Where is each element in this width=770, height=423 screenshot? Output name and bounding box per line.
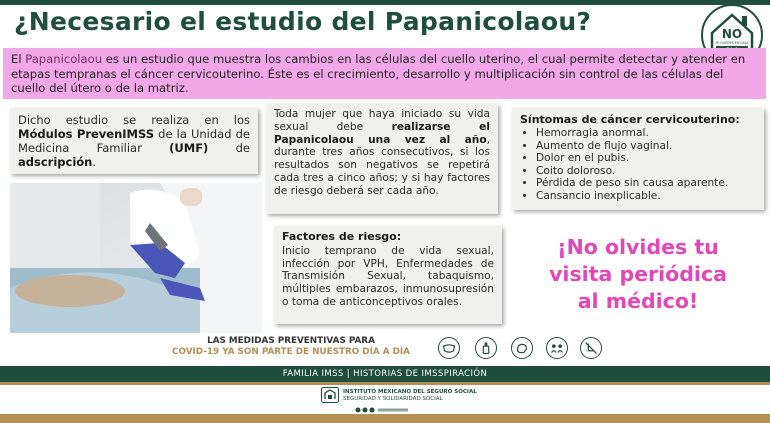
symptom-item: • Aumento de flujo vaginal. bbox=[536, 140, 756, 153]
risk-text: Inicio temprano de vida sexual, infección por VPH, Enfermedades de Transmisión Sexual, tabaquismo, múltiples embarazos, inmunosupresión o toma de anticonceptivos orales. bbox=[282, 244, 494, 308]
footer-band: FAMILIA IMSS | HISTORIAS DE IMSSPIRACIÓN bbox=[0, 366, 770, 382]
hand-wash-icon bbox=[511, 337, 533, 359]
symptoms-card bbox=[512, 108, 764, 210]
social-icons bbox=[355, 407, 415, 413]
imss-logo bbox=[321, 387, 339, 403]
symptoms-title: Síntomas de cáncer cervicouterino: bbox=[520, 113, 740, 126]
face-mask-icon bbox=[438, 337, 460, 359]
intro-term: Papanicolaou bbox=[25, 52, 103, 66]
risk-factors-card bbox=[274, 226, 502, 324]
gold-divider bbox=[0, 382, 770, 385]
svg-text:TE QUEDES EN CASA: TE QUEDES EN CASA bbox=[715, 41, 749, 45]
svg-text:NO: NO bbox=[721, 27, 743, 41]
symptom-item: • Pérdida de peso sin causa aparente. bbox=[536, 177, 756, 190]
no-touch-icon bbox=[580, 337, 602, 359]
intro-band: El Papanicolaou es un estudio que muestra los cambios en las células del cuello uterino, el cual permite detectar y atender en etapas tempranas el cáncer cervicouterino. Éste es el crecimiento, desarrollo y multiplicación sin control de las células del cuello del útero o de la matriz. bbox=[3, 48, 766, 99]
symptoms-list bbox=[520, 127, 756, 203]
symptom-item: • Dolor en el pubis. bbox=[536, 152, 756, 165]
covid-measures-text: LAS MEDIDAS PREVENTIVAS PARA COVID-19 YA SON PARTE DE NUESTRO DÍA A DÍA bbox=[172, 336, 410, 357]
symptom-item: • Coito doloroso. bbox=[536, 165, 756, 178]
top-bar bbox=[0, 0, 770, 5]
page-title: ¿Necesario el estudio del Papanicolaou? bbox=[14, 7, 592, 36]
institute-name: INSTITUTO MEXICANO DEL SEGURO SOCIAL SEGURIDAD Y SOLIDARIDAD SOCIAL bbox=[343, 389, 477, 402]
symptom-item: • Hemorragia anormal. bbox=[536, 127, 756, 140]
modules-card: Dicho estudio se realiza en los Módulos PrevenIMSS de la Unidad de Medicina Familiar (UMF) de adscripción. bbox=[10, 108, 258, 174]
symptom-item: • Cansancio inexplicable. bbox=[536, 190, 756, 203]
distance-icon bbox=[546, 337, 568, 359]
bottom-bar bbox=[0, 414, 770, 423]
risk-title: Factores de riesgo: bbox=[282, 230, 402, 243]
annual-exam-card: Toda mujer que haya iniciado su vida sexual debe realizarse el Papanicolaou una vez al año, durante tres años consecutivos, si los resultados son negativos se repetirá cada tres a cinco años; y si hay factores de riesgo deberá ser cada año. bbox=[266, 104, 498, 214]
reminder-message: ¡No olvides tu visita periódica al médico! bbox=[549, 235, 727, 313]
medical-exam-photo bbox=[10, 183, 262, 333]
sanitizer-icon bbox=[475, 337, 497, 359]
